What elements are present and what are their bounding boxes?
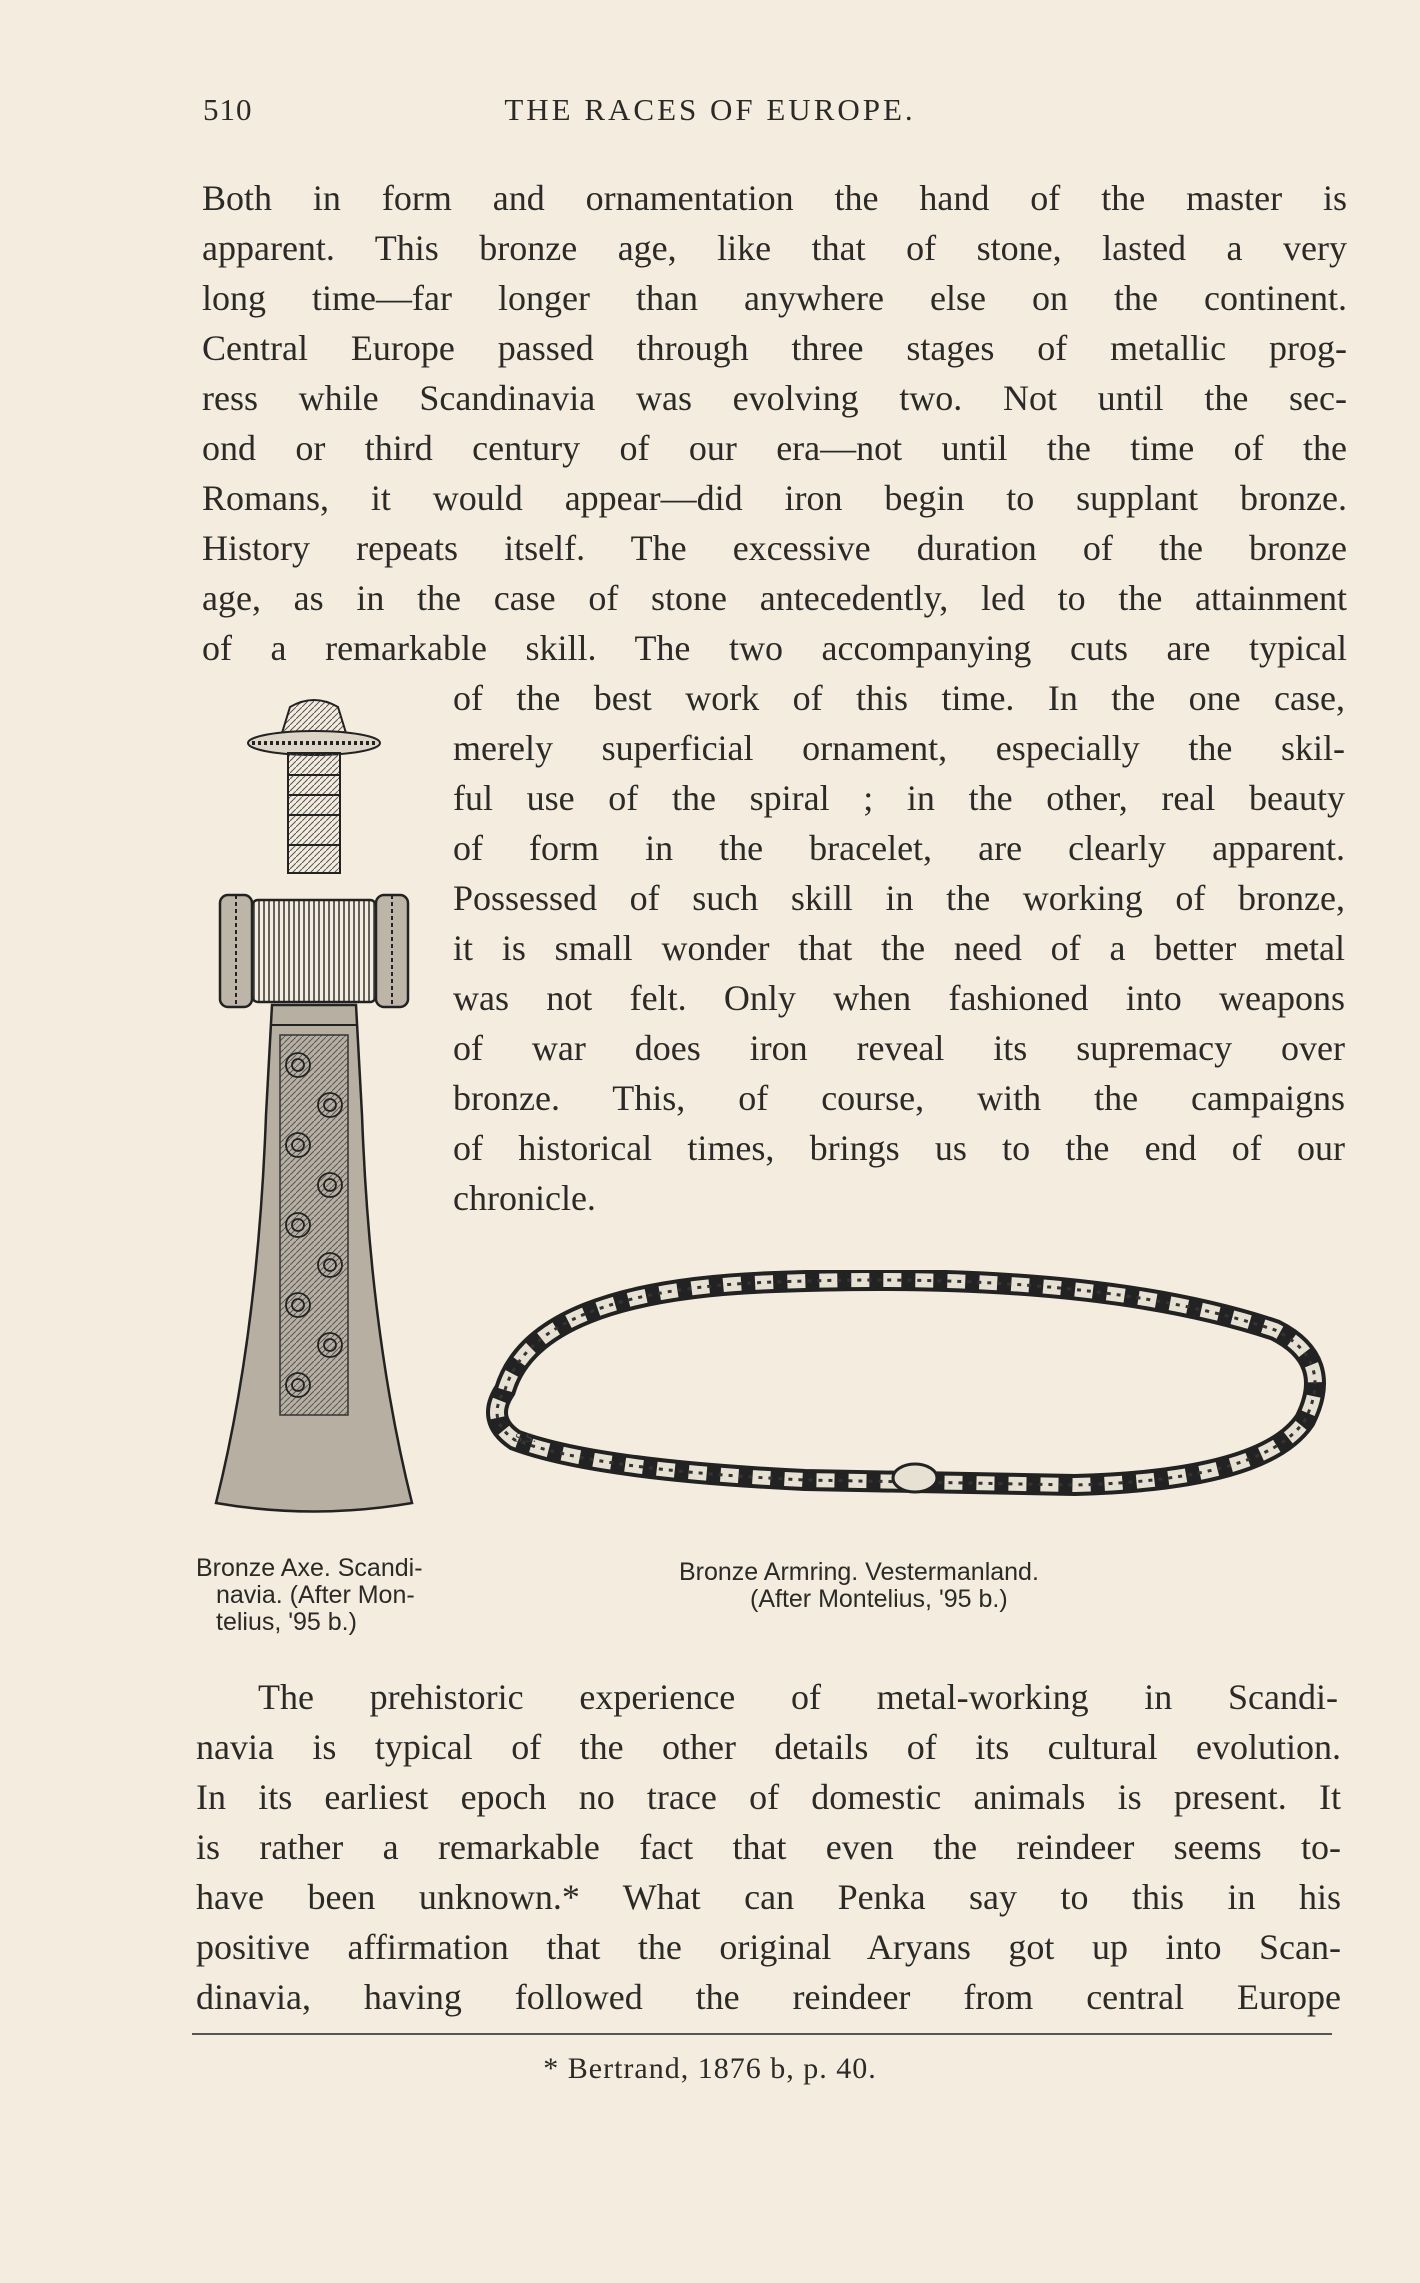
text-line: of form in the bracelet, are clearly apparent. (453, 828, 1345, 868)
text-line: was not felt. Only when fashioned into weapons (453, 978, 1345, 1018)
bronze-armring-illustration (475, 1270, 1330, 1525)
text-line: it is small wonder that the need of a better metal (453, 928, 1345, 968)
text-line: Romans, it would appear—did iron begin to supplant bronze. (202, 478, 1347, 518)
text-line: bronze. This, of course, with the campaigns (453, 1078, 1345, 1118)
text-line: of historical times, brings us to the end of our (453, 1128, 1345, 1168)
text-line: merely superficial ornament, especially the skil- (453, 728, 1345, 768)
page-header (0, 92, 1420, 132)
text-line: Possessed of such skill in the working of bronze, (453, 878, 1345, 918)
text-line: Central Europe passed through three stages of metallic prog- (202, 328, 1347, 368)
text-line: The prehistoric experience of metal-working in Scandi- (258, 1677, 1338, 1717)
text-line: navia is typical of the other details of its cultural evolution. (196, 1727, 1341, 1767)
text-line: apparent. This bronze age, like that of stone, lasted a very (202, 228, 1347, 268)
text-line: History repeats itself. The excessive duration of the bronze (202, 528, 1347, 568)
footnote: * Bertrand, 1876 b, p. 40. (543, 2052, 877, 2085)
ring-caption-line: (After Montelius, '95 b.) (750, 1585, 1008, 1613)
text-line: is rather a remarkable fact that even the reindeer seems to- (196, 1827, 1341, 1867)
axe-caption-line: telius, '95 b.) (216, 1608, 357, 1636)
axe-caption-line: Bronze Axe. Scandi- (196, 1554, 423, 1582)
text-line: ful use of the spiral ; in the other, real beauty (453, 778, 1345, 818)
text-line: ress while Scandinavia was evolving two. Not until the sec- (202, 378, 1347, 418)
footnote-rule (192, 2033, 1332, 2035)
text-line: long time—far longer than anywhere else on the continent. (202, 278, 1347, 318)
text-line: dinavia, having followed the reindeer from central Europe (196, 1977, 1341, 2017)
text-line: have been unknown.* What can Penka say to this in his (196, 1877, 1341, 1917)
text-line: chronicle. (453, 1178, 596, 1218)
ring-caption-line: Bronze Armring. Vestermanland. (679, 1558, 1039, 1586)
text-line: In its earliest epoch no trace of domestic animals is present. It (196, 1777, 1341, 1817)
text-line: Both in form and ornamentation the hand of the master is (202, 178, 1347, 218)
bronze-axe-illustration (212, 695, 417, 1515)
text-line: of war does iron reveal its supremacy over (453, 1028, 1345, 1068)
text-line: age, as in the case of stone antecedently, led to the attainment (202, 578, 1347, 618)
text-line: positive affirmation that the original Aryans got up into Scan- (196, 1927, 1341, 1967)
running-title: THE RACES OF EUROPE. (504, 92, 916, 127)
text-line: of a remarkable skill. The two accompanying cuts are typical (202, 628, 1347, 668)
page-number: 510 (203, 92, 253, 127)
text-line: ond or third century of our era—not until the time of the (202, 428, 1347, 468)
engraver-signature: S.S. (515, 1430, 536, 1445)
axe-caption-line: navia. (After Mon- (216, 1581, 415, 1609)
text-line: of the best work of this time. In the one case, (453, 678, 1345, 718)
